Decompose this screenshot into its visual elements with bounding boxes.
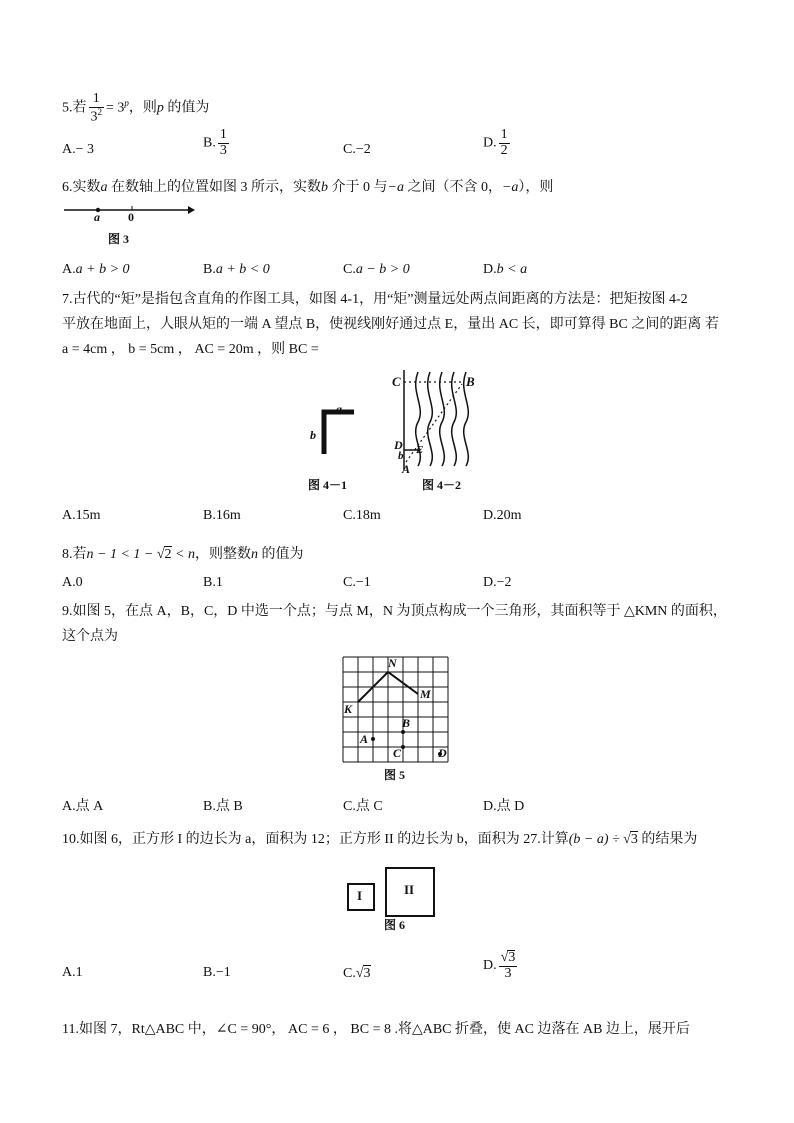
q8-option-b[interactable]: B.1 xyxy=(203,575,223,590)
figure-4-ju-measurement xyxy=(300,362,500,494)
fig4-label-b: b xyxy=(310,428,316,442)
fig5-label-M: M xyxy=(420,687,431,701)
q7-option-c[interactable]: C.18m xyxy=(343,508,381,523)
q6-stem: 6.实数a 在数轴上的位置如图 3 所示，实数b 介于 0 与−a 之间（不含 0，−a），则 xyxy=(62,180,554,195)
fig5-label-C: C xyxy=(393,746,402,760)
q10-option-c[interactable]: C.√3 xyxy=(343,966,371,981)
q5-fraction: $\frac{1}{3^2}$ xyxy=(90,90,102,125)
fig4-label-a: a xyxy=(336,402,342,416)
q11-line: 11.如图 7，Rt△ABC 中，∠C = 90°， AC = 6 ， BC = 8 .将△ABC 折叠，使 AC 边落在 AB 边上，展开后 xyxy=(62,1022,690,1037)
q10-stem: 10.如图 6，正方形 I 的边长为 a，面积为 12；正方形 II 的边长为 b，面积为 27.计算(b − a) ÷ √3 的结果为 xyxy=(62,832,698,847)
q7-option-b[interactable]: B.16m xyxy=(203,508,241,523)
q10-option-d[interactable]: D. $\frac{√3}{3}$ xyxy=(483,950,516,981)
figure-4-1-caption: 图 4－1 xyxy=(308,478,348,492)
fig6-label-II: II xyxy=(404,882,415,897)
q5-option-b[interactable]: B. $\frac{1}{3}$ xyxy=(203,127,227,158)
q7-line2: 平放在地面上，人眼从矩的一端 A 望点 B，使视线刚好通过点 E，量出 AC 长，即可算得 BC 之间的距离 若 xyxy=(62,317,719,332)
q8-option-c[interactable]: C.−1 xyxy=(343,575,371,590)
q9-line1: 9.如图 5，在点 A，B，C，D 中选一个点；与点 M，N 为顶点构成一个三角形，其面积等于 △KMN 的面积， xyxy=(62,604,727,619)
q7-option-a[interactable]: A.15m xyxy=(62,508,101,523)
q6-option-d[interactable]: D.b < a xyxy=(483,262,528,277)
q9-option-a[interactable]: A.点 A xyxy=(62,799,104,814)
q9-option-b[interactable]: B.点 B xyxy=(203,799,243,814)
fig4-label-A: A xyxy=(402,462,411,476)
figure-6-caption: 图 6 xyxy=(384,918,406,932)
q10-option-b[interactable]: B.−1 xyxy=(203,965,231,980)
fig5-label-A: A xyxy=(360,732,369,746)
q8-option-a[interactable]: A.0 xyxy=(62,575,83,590)
fig4-label-B: B xyxy=(466,374,475,389)
figure-4-2-caption: 图 4－2 xyxy=(422,478,462,492)
fig5-label-N: N xyxy=(388,656,397,670)
figure-6-squares xyxy=(346,864,440,934)
q6-option-c[interactable]: C.a − b > 0 xyxy=(343,262,410,277)
q6-option-a[interactable]: A.a + b > 0 xyxy=(62,262,130,277)
q9-option-d[interactable]: D.点 D xyxy=(483,799,525,814)
fig6-label-I: I xyxy=(357,888,363,903)
q5-option-c[interactable]: C.−2 xyxy=(343,142,371,157)
q8-stem: 8.若n − 1 < 1 − √2 < n，则整数n 的值为 xyxy=(62,547,304,562)
fig4-label-b2: b xyxy=(398,450,404,462)
fig4-label-E: E xyxy=(416,444,424,456)
figure-3-number-line xyxy=(62,200,197,250)
q7-line1: 7.古代的“矩”是指包含直角的作图工具，如图 4-1，用“矩”测量远处两点间距离的方法是：把矩按图 4-2 xyxy=(62,292,688,307)
q6-fig-label-0: 0 xyxy=(128,210,134,224)
fig5-label-K: K xyxy=(344,702,353,716)
fig5-label-D: D xyxy=(438,746,447,760)
q6-option-b[interactable]: B.a + b < 0 xyxy=(203,262,270,277)
q5-option-d[interactable]: D. $\frac{1}{2}$ xyxy=(483,127,508,158)
fig4-label-D: D xyxy=(394,438,403,452)
q7-option-d[interactable]: D.20m xyxy=(483,508,522,523)
figure-3-caption: 图 3 xyxy=(108,232,130,246)
q5-option-a[interactable]: A.− 3 xyxy=(62,142,95,157)
fig5-label-B: B xyxy=(402,716,411,730)
q10-option-a[interactable]: A.1 xyxy=(62,965,83,980)
q7-line3: a = 4cm ， b = 5cm ， AC = 20m ，则 BC = xyxy=(62,342,319,357)
figure-5-caption: 图 5 xyxy=(384,768,406,782)
q5-stem: 5.若 $\frac{1}{3^2}$ = $3^p$，则p 的值为 xyxy=(62,90,210,125)
fig4-label-C: C xyxy=(392,374,401,389)
q6-fig-label-a: a xyxy=(94,210,100,224)
q8-option-d[interactable]: D.−2 xyxy=(483,575,512,590)
figure-5-grid xyxy=(340,654,452,784)
q9-line2: 这个点为 xyxy=(62,629,118,644)
q9-option-c[interactable]: C.点 C xyxy=(343,799,383,814)
